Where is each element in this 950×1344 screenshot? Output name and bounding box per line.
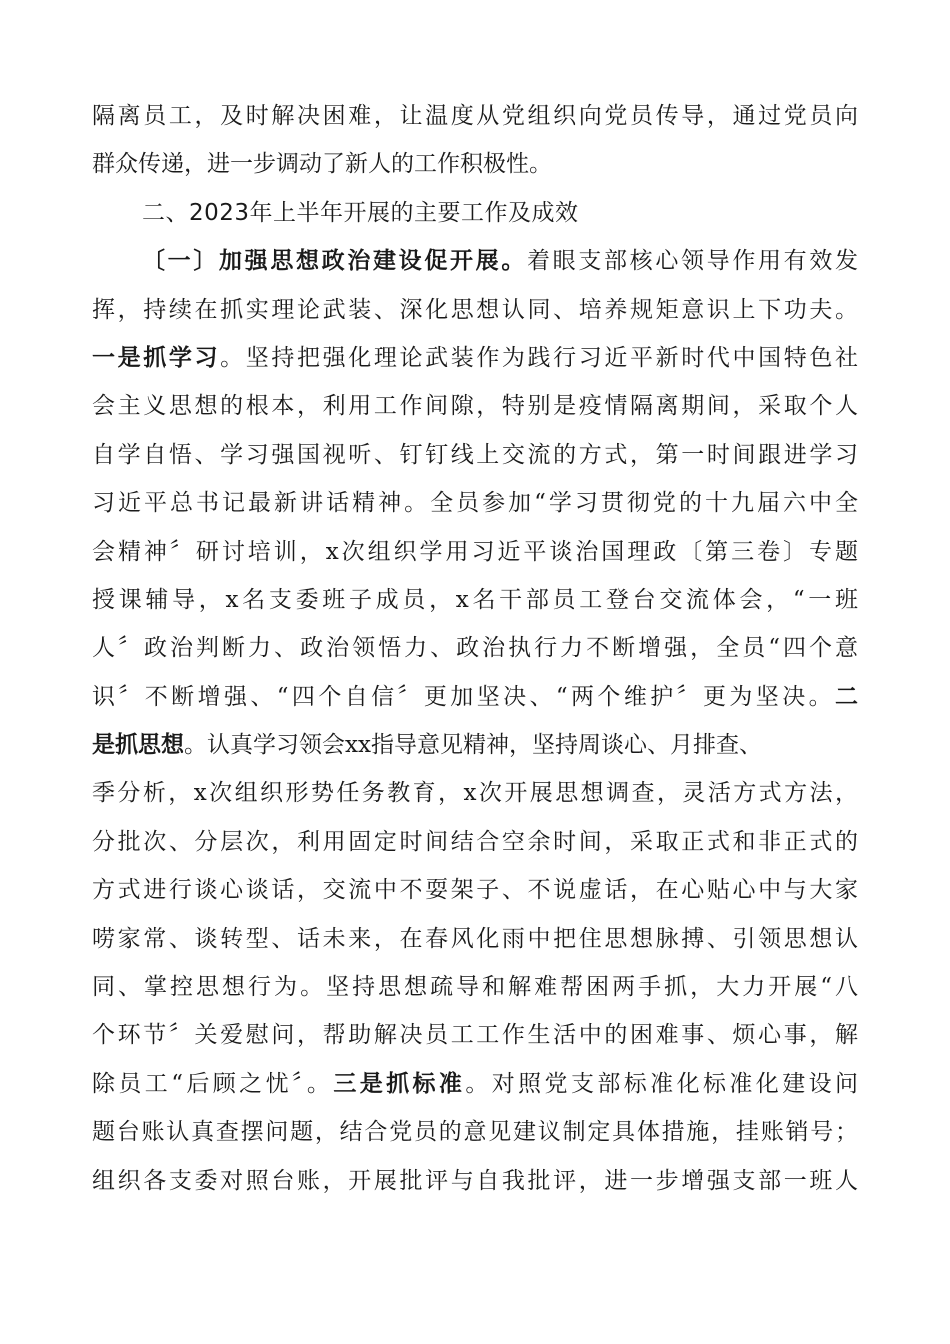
text-line (92, 1060, 858, 1108)
bold-phrase: 一是抓学习 (92, 344, 221, 371)
text-segment: 分批次、分层次，利用固定时间结合空余时间，采取正式和非正式的 (92, 828, 858, 855)
text-segment: 。坚持把强化理论武装作为践行习近平新时代中国特色社 (220, 344, 858, 371)
text-line (92, 431, 858, 479)
text-segment: 。认真学习领会xx指导意见精神，坚持周谈心、月排查、 (184, 732, 762, 759)
text-line (92, 576, 858, 624)
text-line (92, 915, 858, 963)
text-segment: 着眼支部核心领导作用有效发 (527, 248, 858, 275)
text-line (92, 1157, 858, 1205)
text-segment: 个环节〞关爱慰问，帮助解决员工工作生活中的困难事、烦心事，解 (92, 1022, 858, 1049)
text-line (92, 479, 858, 527)
subsection-heading: 〔一〕加强思想政治建设促开展。 (142, 248, 527, 275)
text-line (92, 721, 858, 769)
text-segment: 人〞政治判断力、政治领悟力、政治执行力不断增强，全员“四个意 (92, 635, 858, 662)
heading-text: 二、2023年上半年开展的主要工作及成效 (142, 199, 579, 226)
text-segment: 。对照党支部标准化标准化建设问 (465, 1070, 858, 1097)
text-segment: 授课辅导，x名支委班子成员，x名干部员工登台交流体会，“一班 (92, 586, 858, 613)
text-segment: 唠家常、谈转型、话未来，在春风化雨中把住思想脉搏、引领思想认 (92, 925, 858, 952)
bold-phrase: 二 (835, 683, 858, 710)
text-line (92, 624, 858, 672)
text-segment: 习近平总书记最新讲话精神。全员参加“学习贯彻党的十九届六中全 (92, 490, 858, 517)
bold-phrase: 是抓思想 (92, 732, 184, 759)
text-segment: 同、掌控思想行为。坚持思想疏导和解难帮困两手抓，大力开展“八 (92, 974, 858, 1001)
text-segment: 季分析，x次组织形势任务教育，x次开展思想调查，灵活方式方法， (92, 780, 858, 807)
text-line (92, 528, 858, 576)
text-segment: 自学自悟、学习强国视听、钉钉线上交流的方式，第一时间跟进学习 (92, 441, 858, 468)
text-segment: 群众传递，进一步调动了新人的工作积极性。 (92, 151, 552, 178)
bold-phrase: 三是抓标准 (333, 1070, 466, 1097)
text-segment: 会精神〞研讨培训，x次组织学用习近平谈治国理政〔第三卷〕专题 (92, 538, 858, 565)
text-segment: 方式进行谈心谈话，交流中不耍架子、不说虚话，在心贴心中与大家 (92, 877, 858, 904)
text-line (92, 963, 858, 1011)
text-line (92, 382, 858, 430)
text-segment: 题台账认真查摆问题，结合党员的意见建议制定具体措施，挂账销号； (92, 1119, 858, 1146)
text-line (92, 237, 858, 285)
text-line (92, 1108, 858, 1156)
text-line (92, 673, 858, 721)
text-line (92, 140, 858, 188)
text-segment: 组织各支委对照台账，开展批评与自我批评，进一步增强支部一班人 (92, 1167, 858, 1194)
text-line (92, 769, 858, 817)
text-segment: 会主义思想的根本，利用工作间隙，特别是疫情隔离期间，采取个人 (92, 393, 858, 420)
text-segment: 挥，持续在抓实理论武装、深化思想认同、培养规矩意识上下功夫。 (92, 296, 858, 323)
text-line (92, 866, 858, 914)
text-segment: 隔离员工，及时解决困难，让温度从党组织向党员传导，通过党员向 (92, 103, 858, 129)
body-text (92, 92, 858, 1205)
text-line (92, 286, 858, 334)
text-segment: 识〞不断增强、“四个自信〞更加坚决、“两个维护〞更为坚决。 (92, 683, 835, 710)
text-line (92, 1011, 858, 1059)
section-heading (92, 189, 858, 237)
text-segment: 除员工“后顾之忧〞。 (92, 1070, 334, 1097)
text-line (92, 818, 858, 866)
text-line (92, 334, 858, 382)
text-line (92, 92, 858, 140)
